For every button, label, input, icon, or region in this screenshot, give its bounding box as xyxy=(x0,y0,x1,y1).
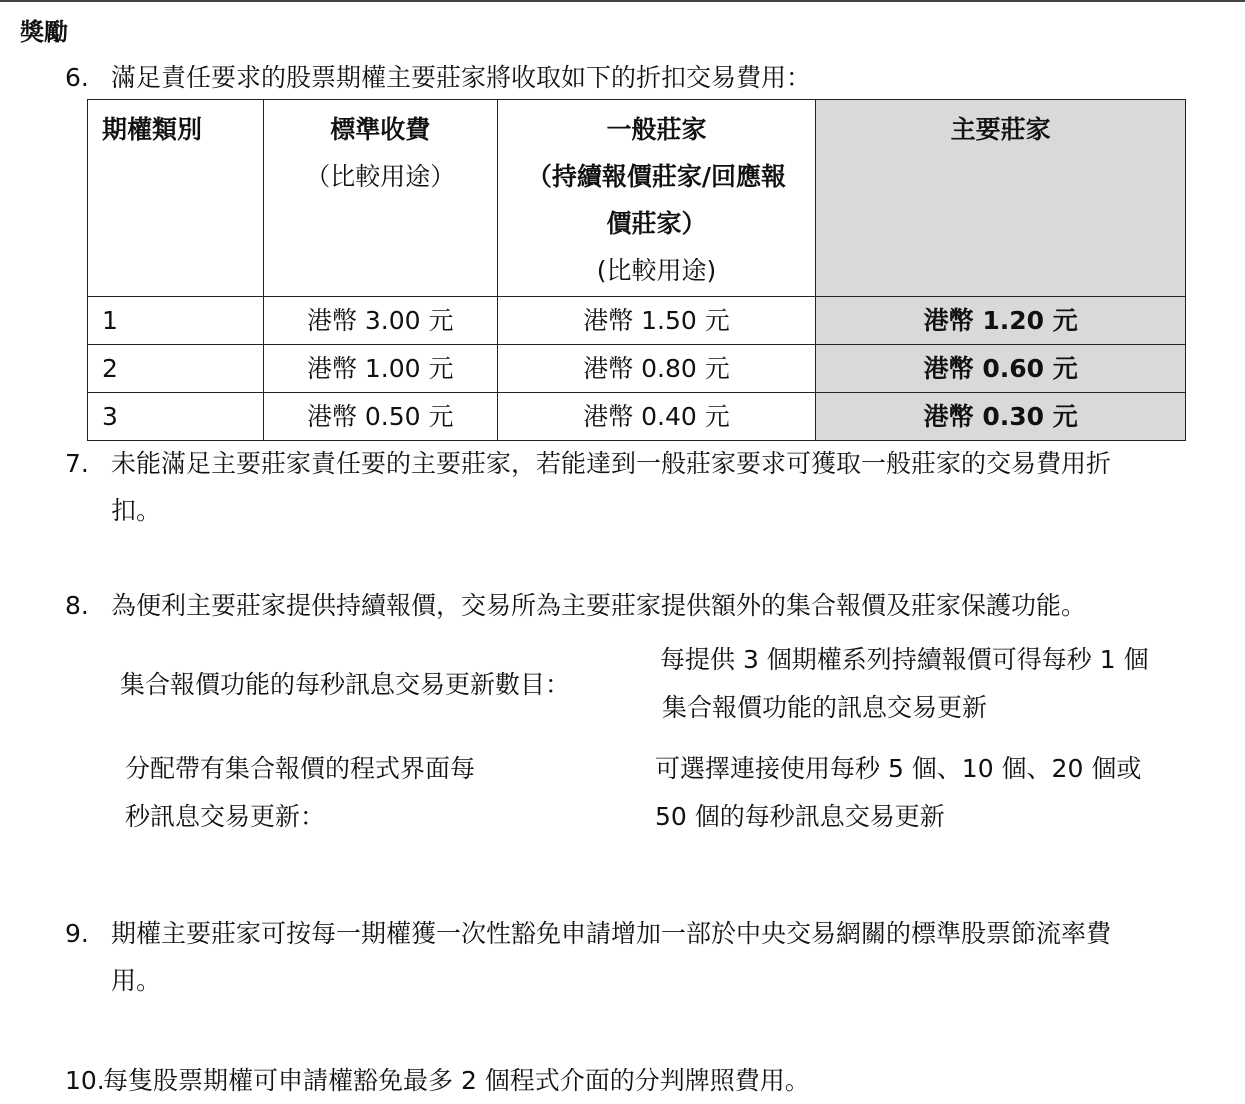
cell-general: 港幣 0.40 元 xyxy=(497,393,816,441)
item-number: 9. xyxy=(65,919,89,948)
feature-value-quote-updates-line2: 集合報價功能的訊息交易更新 xyxy=(662,693,988,722)
item-text-line2: 用。 xyxy=(111,966,162,995)
cell-general: 港幣 0.80 元 xyxy=(497,345,816,393)
header-option-class: 期權類別 xyxy=(88,100,264,297)
item-text-line2: 扣。 xyxy=(111,496,162,525)
top-rule xyxy=(0,0,1245,2)
item-number: 7. xyxy=(65,449,89,478)
item-text: 為便利主要莊家提供持續報價，交易所為主要莊家提供額外的集合報價及莊家保護功能。 xyxy=(111,591,1087,620)
item-number: 10. xyxy=(65,1066,105,1095)
fee-table xyxy=(87,99,1186,441)
cell-standard: 港幣 3.00 元 xyxy=(263,297,497,345)
cell-class: 1 xyxy=(88,297,264,345)
feature-value-api-updates-line1: 可選擇連接使用每秒 5 個、10 個、20 個或 xyxy=(655,754,1142,783)
header-general-mm: 一般莊家 （持續報價莊家/回應報 價莊家） (比較用途) xyxy=(497,100,816,297)
header-standard-note: （比較用途） xyxy=(305,162,456,191)
cell-primary: 港幣 1.20 元 xyxy=(816,297,1186,345)
feature-value-api-updates-line2: 50 個的每秒訊息交易更新 xyxy=(655,802,945,831)
cell-standard: 港幣 1.00 元 xyxy=(263,345,497,393)
table-row xyxy=(88,345,1186,393)
cell-primary: 港幣 0.30 元 xyxy=(816,393,1186,441)
feature-label-api-updates-line1: 分配帶有集合報價的程式界面每 xyxy=(125,754,476,783)
item-text-line1: 期權主要莊家可按每一期權獲一次性豁免申請增加一部於中央交易網關的標準股票節流率費 xyxy=(111,919,1112,948)
cell-class: 3 xyxy=(88,393,264,441)
table-row xyxy=(88,297,1186,345)
feature-label-quote-updates: 集合報價功能的每秒訊息交易更新數目： xyxy=(120,670,571,699)
item-number: 8. xyxy=(65,591,89,620)
feature-value-quote-updates-line1: 每提供 3 個期權系列持續報價可得每秒 1 個 xyxy=(660,645,1149,674)
table-header-row xyxy=(88,100,1186,297)
header-standard-fee: 標準收費 （比較用途） xyxy=(263,100,497,297)
item-number: 6. xyxy=(65,63,89,92)
item-text: 每隻股票期權可申請權豁免最多 2 個程式介面的分判牌照費用。 xyxy=(103,1066,810,1095)
cell-class: 2 xyxy=(88,345,264,393)
item-text: 滿足責任要求的股票期權主要莊家將收取如下的折扣交易費用： xyxy=(111,63,812,92)
cell-standard: 港幣 0.50 元 xyxy=(263,393,497,441)
cell-primary: 港幣 0.60 元 xyxy=(816,345,1186,393)
cell-general: 港幣 1.50 元 xyxy=(497,297,816,345)
header-primary-mm: 主要莊家 xyxy=(816,100,1186,297)
section-heading: 獎勵 xyxy=(20,18,68,46)
feature-label-api-updates-line2: 秒訊息交易更新： xyxy=(125,802,326,831)
header-general-note: (比較用途) xyxy=(596,256,717,285)
item-text-line1: 未能滿足主要莊家責任要的主要莊家，若能達到一般莊家要求可獲取一般莊家的交易費用折 xyxy=(111,449,1112,478)
table-row xyxy=(88,393,1186,441)
